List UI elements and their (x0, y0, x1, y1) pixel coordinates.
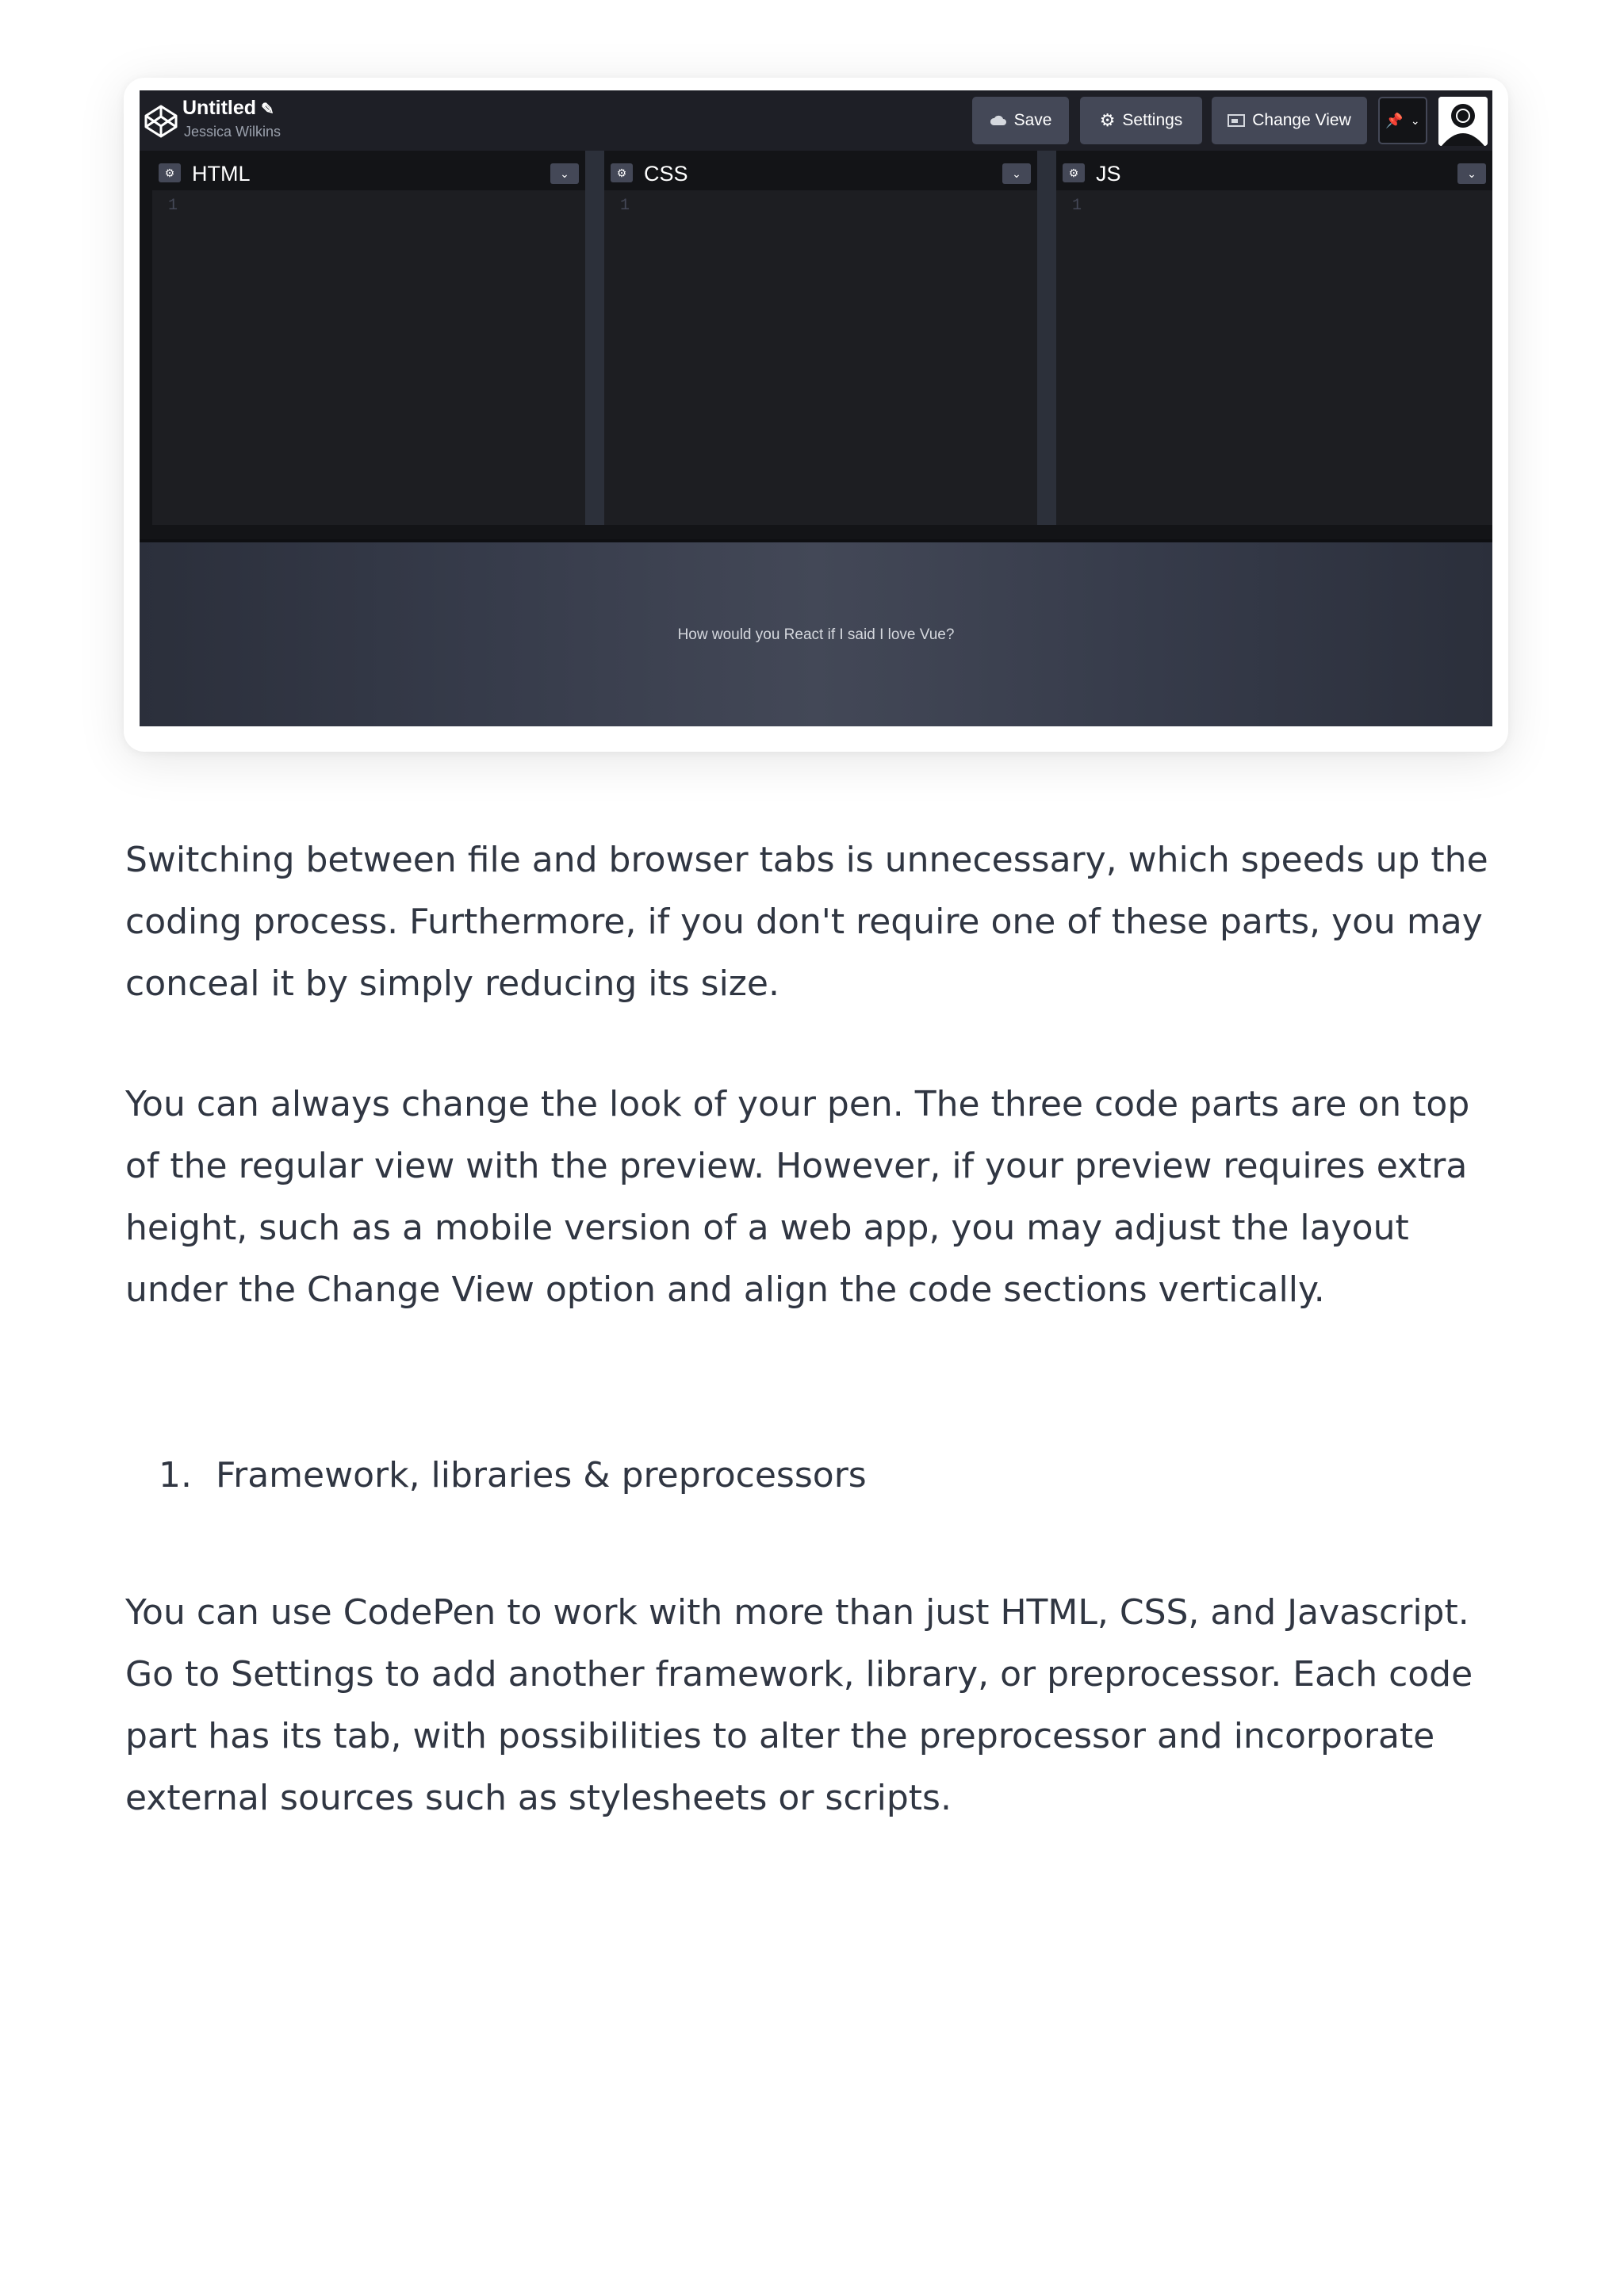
cloud-icon (990, 115, 1007, 126)
preview-pane (140, 542, 1492, 726)
gear-icon[interactable]: ⚙ (159, 163, 181, 182)
chevron-down-icon: ⌄ (1410, 113, 1420, 127)
js-panel-title: JS (1096, 162, 1121, 186)
pencil-icon[interactable]: ✎ (261, 101, 274, 118)
list-item-text: Framework, libraries & preprocessors (216, 1455, 867, 1496)
user-avatar-icon (1438, 97, 1488, 146)
save-button-label: Save (1013, 111, 1052, 129)
panel-resize-handle[interactable] (1037, 151, 1056, 525)
avatar[interactable] (1438, 97, 1488, 146)
js-panel-tab (1056, 155, 1492, 190)
gear-icon: ⚙ (1099, 110, 1116, 130)
settings-button[interactable] (1080, 97, 1202, 144)
pen-title[interactable] (182, 97, 274, 120)
article-paragraph: You can use CodePen to work with more than just HTML, CSS, and Javascript. Go to Settings to add another framework, library, or preprocessor. Each code part has its tab, with possibilities to alter the preprocessor and incorporate external sources such as stylesheets or scripts. (125, 1592, 1473, 1818)
pin-menu-button[interactable] (1378, 97, 1427, 144)
layout-icon (1228, 114, 1245, 127)
article-paragraph: Switching between file and browser tabs is unnecessary, which speeds up the coding process. Furthermore, if you don't require one of these parts, you may conceal it by simply reducing its size. (125, 840, 1488, 1004)
chevron-down-icon[interactable]: ⌄ (1002, 163, 1031, 184)
chevron-down-icon[interactable]: ⌄ (1457, 163, 1486, 184)
line-number: 1 (1072, 197, 1082, 215)
js-editor-panel[interactable] (1056, 155, 1492, 525)
chevron-down-icon[interactable]: ⌄ (550, 163, 579, 184)
line-number: 1 (168, 197, 178, 215)
line-number: 1 (620, 197, 630, 215)
html-editor-panel[interactable] (152, 155, 585, 525)
html-panel-tab (152, 155, 585, 190)
html-panel-title: HTML (192, 162, 251, 186)
change-view-button-label: Change View (1252, 111, 1351, 129)
save-button[interactable] (972, 97, 1069, 144)
css-editor-panel[interactable] (604, 155, 1037, 525)
editor-header (140, 90, 1492, 151)
pen-author[interactable]: Jessica Wilkins (184, 124, 282, 140)
gear-icon[interactable]: ⚙ (611, 163, 633, 182)
list-item-number: 1. (159, 1455, 192, 1496)
pin-icon: 📌 (1385, 112, 1404, 128)
gear-icon[interactable]: ⚙ (1063, 163, 1085, 182)
codepen-editor-screenshot (140, 90, 1492, 726)
list-item (125, 1445, 867, 1507)
css-panel-title: CSS (644, 162, 688, 186)
css-panel-tab (604, 155, 1037, 190)
panel-resize-handle[interactable] (585, 151, 604, 525)
pen-title-text[interactable]: Untitled (182, 97, 257, 119)
ordered-list (125, 1445, 867, 1507)
article-paragraph: You can always change the look of your pen. The three code parts are on top of the regular view with the preview. However, if your preview requires extra height, such as a mobile version of a web app, you may adjust the layout under the Change View option and align the code sections vertically. (125, 1084, 1470, 1310)
change-view-button[interactable] (1212, 97, 1367, 144)
codepen-logo-icon[interactable] (143, 103, 179, 140)
settings-button-label: Settings (1122, 111, 1183, 129)
preview-text: How would you React if I said I love Vue? (677, 626, 955, 643)
